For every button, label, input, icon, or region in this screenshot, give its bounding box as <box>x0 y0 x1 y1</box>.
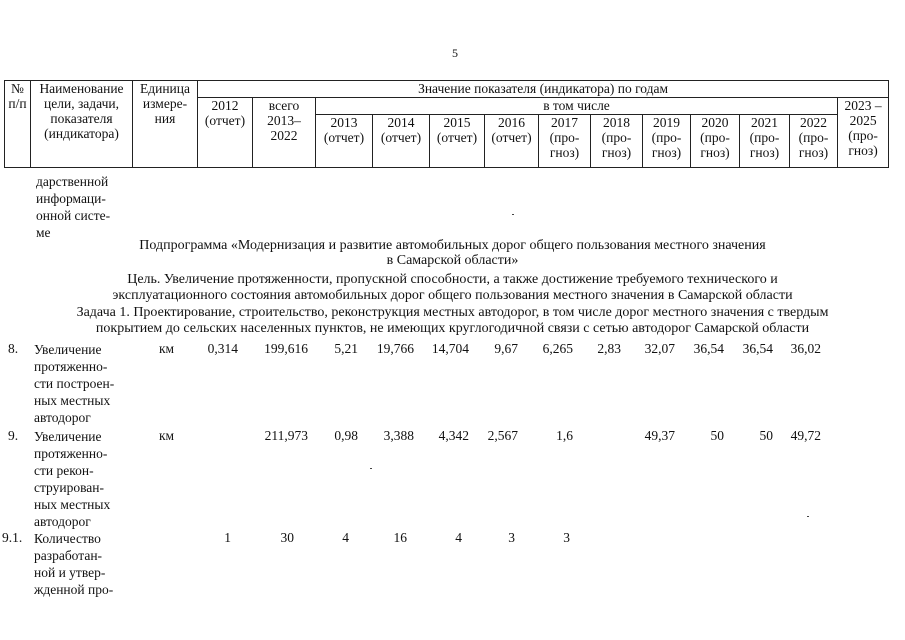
col-2018-header: 2018 (про- гноз) <box>591 115 643 168</box>
row-name: Увеличение протяженно- сти построен- ных местных автодорог <box>34 342 115 425</box>
values-by-year-header: Значение показателя (индикатора) по годам <box>198 81 889 98</box>
value-2021: 50 <box>759 428 773 443</box>
value-2013: 4 <box>342 530 349 545</box>
value-2014: 16 <box>393 530 407 545</box>
header-table <box>4 80 889 168</box>
continuation-text: дарственной информаци- онной систе- ме <box>36 174 111 240</box>
value-2016: 2,567 <box>487 428 518 443</box>
col-2014-header: 2014 (отчет) <box>373 115 430 168</box>
row-number: 9.1. <box>2 530 23 545</box>
subprogram-title-line-1: Подпрограмма «Модернизация и развитие автомобильных дорог общего пользования местного значения <box>139 238 766 253</box>
value-2020: 50 <box>710 428 724 443</box>
row-unit: км <box>159 428 175 443</box>
page-number: 5 <box>452 46 458 60</box>
subprogram-title-line-2: в Самарской области» <box>386 253 519 268</box>
value-2014: 3,388 <box>383 428 414 443</box>
col-2020-header: 2020 (про- гноз) <box>691 115 740 168</box>
scan-speck <box>370 468 372 469</box>
row-name: Количество разработан- ной и утвер- жденной про- <box>34 531 114 597</box>
value-2017: 1,6 <box>556 428 573 443</box>
task-line-2: покрытием до сельских населенных пунктов, не имеющих круглогодичной связи с сетью автодорог Самарской области <box>95 321 810 336</box>
scan-speck <box>512 214 514 215</box>
col-2022-header: 2022 (про- гноз) <box>790 115 838 168</box>
goal-line-2: эксплуатационного состояния автомобильных дорог общего пользования местного значения в Самарской области <box>112 288 793 303</box>
col-total-header: всего 2013– 2022 <box>253 98 316 168</box>
col-2016-header: 2016 (отчет) <box>485 115 539 168</box>
col-num-header: № п/п <box>5 81 31 168</box>
col-2023-2025-header: 2023 – 2025 (про- гноз) <box>838 98 889 168</box>
col-name-header: Наименование цели, задачи, показателя (индикатора) <box>31 81 133 168</box>
value-2020: 36,54 <box>693 341 724 356</box>
value-2015: 14,704 <box>431 341 469 356</box>
value-2018: 2,83 <box>597 341 621 356</box>
row-unit: км <box>159 341 175 356</box>
task-line-1: Задача 1. Проектирование, строительство, реконструкция местных автодорог, в том числе дорог местного значения с твердым <box>76 305 829 320</box>
col-2012-header: 2012 (отчет) <box>198 98 253 168</box>
value-2016: 3 <box>508 530 515 545</box>
value-total: 199,616 <box>264 341 308 356</box>
goal-line-1: Цель. Увеличение протяженности, пропускной способности, а также достижение требуемого технического и <box>127 272 778 287</box>
value-2015: 4 <box>455 530 462 545</box>
col-unit-header: Единица измере- ния <box>133 81 198 168</box>
value-2019: 32,07 <box>644 341 675 356</box>
row-number: 8. <box>8 341 19 356</box>
row-name: Увеличение протяженно- сти рекон- струирован- ных местных автодорог <box>34 429 111 529</box>
scan-speck <box>807 516 809 517</box>
value-2015: 4,342 <box>438 428 469 443</box>
value-2013: 5,21 <box>334 341 358 356</box>
value-2016: 9,67 <box>494 341 518 356</box>
value-2017: 6,265 <box>542 341 573 356</box>
value-2012: 0,314 <box>207 341 238 356</box>
value-2014: 19,766 <box>376 341 414 356</box>
col-2015-header: 2015 (отчет) <box>430 115 485 168</box>
row-number: 9. <box>8 428 19 443</box>
value-total: 30 <box>280 530 294 545</box>
col-2017-header: 2017 (про- гноз) <box>539 115 591 168</box>
value-2017: 3 <box>563 530 570 545</box>
value-2022: 36,02 <box>790 341 821 356</box>
value-2019: 49,37 <box>644 428 675 443</box>
in-that-header: в том числе <box>316 98 838 115</box>
value-2022: 49,72 <box>790 428 821 443</box>
col-2021-header: 2021 (про- гноз) <box>740 115 790 168</box>
value-2012: 1 <box>224 530 231 545</box>
value-2013: 0,98 <box>334 428 358 443</box>
value-total: 211,973 <box>264 428 308 443</box>
col-2019-header: 2019 (про- гноз) <box>643 115 691 168</box>
value-2021: 36,54 <box>742 341 773 356</box>
col-2013-header: 2013 (отчет) <box>316 115 373 168</box>
